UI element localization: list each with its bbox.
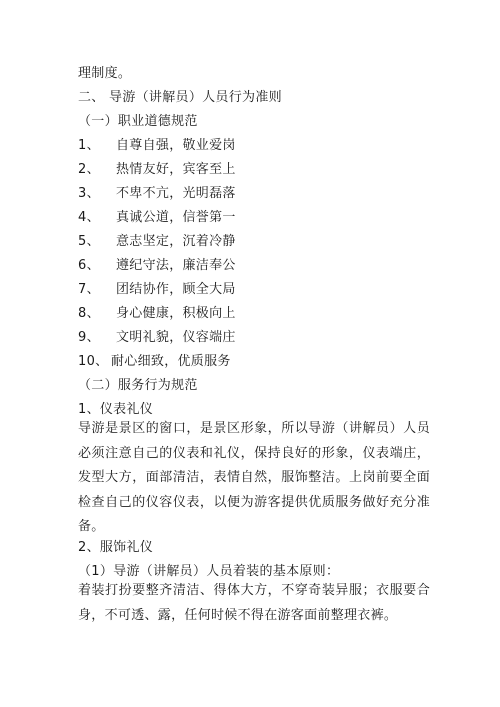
list-item-number: 3、	[78, 186, 100, 201]
list-item-number: 2、	[78, 162, 100, 177]
subheading-dress-etiquette: 2、服饰礼仪	[78, 540, 154, 555]
list-item	[78, 257, 236, 275]
subsection-heading-2: （二）服务行为规范	[78, 378, 198, 393]
list-item-number: 5、	[78, 234, 100, 249]
list-item-number: 6、	[78, 258, 100, 273]
list-item	[78, 185, 236, 203]
dress-principle-heading: （1）导游（讲解员）人员着装的基本原则：	[78, 564, 340, 579]
list-item-number: 7、	[78, 282, 100, 297]
text-line-continuation: 理制度。	[78, 66, 132, 81]
list-item-text: 热情友好，宾客至上	[116, 162, 236, 177]
list-item-number: 9、	[78, 330, 100, 345]
list-item-text: 遵纪守法，廉洁奉公	[116, 258, 236, 273]
list-item-text: 文明礼貌，仪容端庄	[116, 330, 236, 345]
list-item	[78, 305, 236, 323]
subheading-appearance-etiquette: 1、仪表礼仪	[78, 402, 154, 417]
list-item-text: 团结协作，顾全大局	[116, 282, 236, 297]
list-item-text: 意志坚定，沉着冷静	[116, 234, 236, 249]
list-item	[78, 353, 231, 371]
list-item-number: 1、	[78, 138, 100, 153]
list-item	[78, 161, 236, 179]
list-item	[78, 233, 236, 251]
list-item-text: 自尊自强，敬业爱岗	[116, 138, 236, 153]
list-item	[78, 329, 236, 347]
list-item-text: 不卑不亢，光明磊落	[116, 186, 236, 201]
paragraph-appearance: 导游是景区的窗口，是景区形象，所以导游（讲解员）人员必须注意自己的仪表和礼仪，保持良好的形象，仪表端庄，发型大方，面部清洁，表情自然，服饰整洁。上岗前要全面检查自己的仪容仪表，以便为游客提供优质服务做好充分准备。	[78, 421, 430, 534]
list-item-number: 10、	[78, 354, 109, 369]
paragraph-dress: 着装打扮要整齐清洁、得体大方，不穿奇装异服；衣服要合身，不可透、露，任何时候不得在游客面前整理衣裤。	[78, 583, 430, 623]
list-item	[78, 137, 236, 155]
section-heading-2: 二、 导游（讲解员）人员行为准则	[78, 90, 282, 105]
list-item	[78, 209, 236, 227]
list-item-number: 4、	[78, 210, 100, 225]
subsection-heading-1: （一）职业道德规范	[78, 114, 198, 129]
list-item-text: 耐心细致，优质服务	[111, 354, 231, 369]
list-item-number: 8、	[78, 306, 100, 321]
list-item-text: 身心健康，积极向上	[116, 306, 236, 321]
list-item	[78, 281, 236, 299]
list-item-text: 真诚公道，信誉第一	[116, 210, 236, 225]
